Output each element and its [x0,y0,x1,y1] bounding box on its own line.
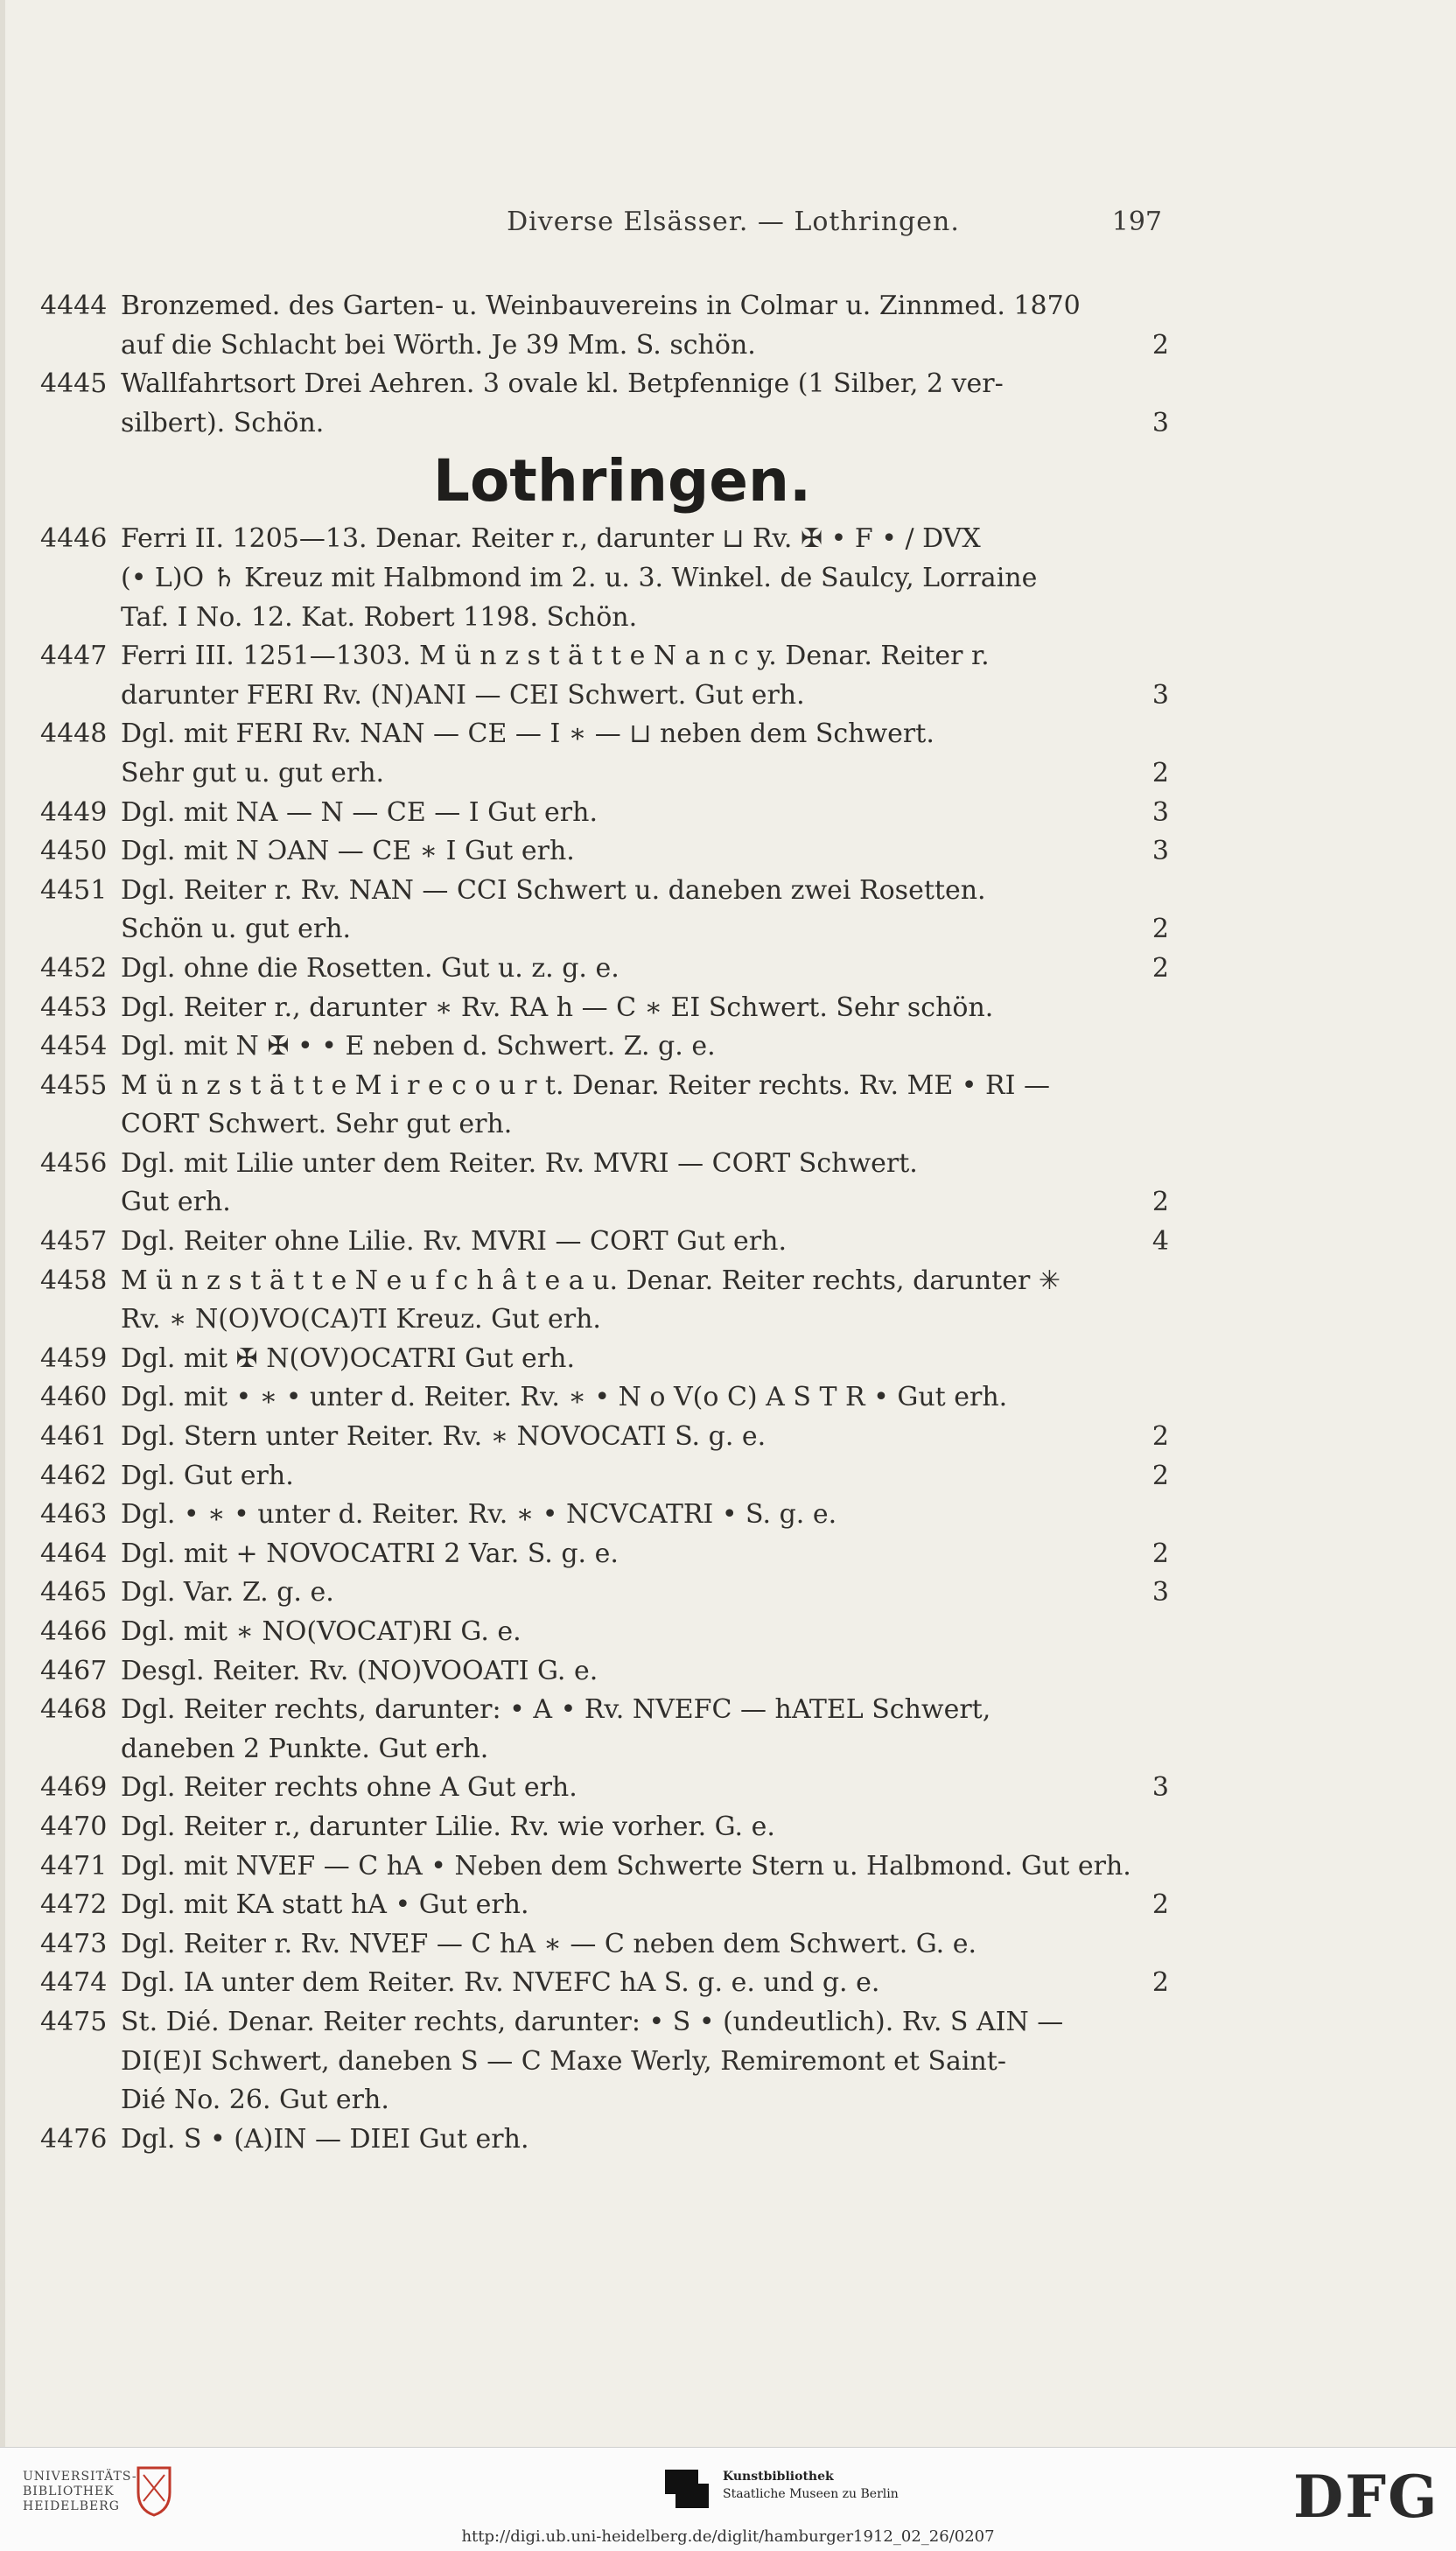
university-library-logo[interactable] [23,2470,137,2514]
estimate-value: 3 [1152,679,1169,711]
catalogue-entry [40,1496,1169,1535]
entry-line [40,1183,1169,1223]
entry-line [40,1340,1169,1379]
lot-number: 4459 [40,1342,108,1374]
lot-number: 4474 [40,1967,108,1999]
entry-line [40,832,1169,872]
entry-text: Dgl. • ∗ • unter d. Reiter. Rv. ∗ • NCVCATRI • S. g. e. [121,1499,837,1531]
entry-text: Dgl. mit N ƆAN — CE ∗ I Gut erh. [121,836,575,867]
entry-text: daneben 2 Punkte. Gut erh. [121,1733,489,1764]
lot-number: 4472 [40,1889,108,1921]
lot-number: 4460 [40,1382,108,1413]
entry-text: Ferri II. 1205—13. Denar. Reiter r., darunter ⊔ Rv. ✠ • F • / DVX [121,523,981,555]
entry-line [40,404,1169,444]
entry-line [40,754,1169,794]
catalogue-entry [40,287,1169,365]
entry-line [40,676,1169,716]
lot-number: 4448 [40,718,108,750]
lot-number: 4464 [40,1538,108,1569]
kunstbibliothek-subtitle: Staatliche Museen zu Berlin [723,2487,899,2501]
catalogue-entry [40,1535,1169,1574]
catalogue-entry [40,1027,1169,1067]
catalogue-entry [40,794,1169,833]
entry-line [40,1886,1169,1925]
entry-text: St. Dié. Denar. Reiter rechts, darunter: • S • (undeutlich). Rv. S AIN — [121,2006,1064,2037]
catalogue-entry [40,1223,1169,1262]
entry-line [40,1691,1169,1730]
estimate-value: 2 [1152,1460,1169,1491]
entry-text: Dgl. mit KA statt hA • Gut erh. [121,1889,529,1921]
estimate-value: 2 [1152,329,1169,361]
entry-text: DI(E)I Schwert, daneben S — C Maxe Werly, Remiremont et Saint- [121,2045,1006,2077]
estimate-value: 2 [1152,914,1169,945]
entry-line [40,950,1169,989]
lot-number: 4468 [40,1694,108,1726]
lot-number: 4467 [40,1655,108,1686]
estimate-value: 2 [1152,757,1169,788]
estimate-value: 2 [1152,1538,1169,1569]
estimate-value: 2 [1152,1187,1169,1218]
entry-text: Dgl. mit Lilie unter dem Reiter. Rv. MVRI — CORT Schwert. [121,1147,918,1179]
lot-number: 4446 [40,523,108,555]
entry-text: Wallfahrtsort Drei Aehren. 3 ovale kl. Betpfennige (1 Silber, 2 ver- [121,368,1004,400]
kunstbibliothek-title: Kunstbibliothek [723,2470,834,2484]
entry-text: Dié No. 26. Gut erh. [121,2085,389,2116]
entry-text: Taf. I No. 12. Kat. Robert 1198. Schön. [121,601,638,633]
university-logo-line: HEIDELBERG [23,2499,120,2513]
lot-number: 4476 [40,2123,108,2155]
entry-text: Schön u. gut erh. [121,914,352,945]
entry-line [40,365,1169,404]
catalogue-entry [40,1145,1169,1223]
catalogue-entry [40,1378,1169,1418]
entry-text: Ferri III. 1251—1303. M ü n z s t ä t t e N a n c y. Denar. Reiter r. [121,641,990,672]
dfg-logo[interactable]: DFG [1293,2463,1439,2531]
university-logo-line: BIBLIOTHEK [23,2484,115,2498]
catalogue-entry [40,637,1169,715]
entry-text: Rv. ∗ N(O)VO(CA)TI Kreuz. Gut erh. [121,1304,601,1335]
entry-text: Dgl. mit + NOVOCATRI 2 Var. S. g. e. [121,1538,619,1569]
entry-line [40,715,1169,754]
estimate-value: 2 [1152,1421,1169,1453]
lot-number: 4452 [40,952,108,984]
entry-text: Dgl. Reiter r., darunter Lilie. Rv. wie vorher. G. e. [121,1811,775,1842]
estimate-value: 2 [1152,952,1169,984]
running-head-title: Diverse Elsässer. — Lothringen. [507,207,960,237]
entry-text: Dgl. ohne die Rosetten. Gut u. z. g. e. [121,952,620,984]
lot-number: 4456 [40,1147,108,1179]
running-head [5,207,1456,250]
entry-text: Bronzemed. des Garten- u. Weinbauvereins in Colmar u. Zinnmed. 1870 [121,291,1081,321]
entry-line [40,2081,1169,2120]
catalogue-entry [40,1808,1169,1847]
entry-line [40,637,1169,676]
lot-number: 4445 [40,368,108,400]
entry-text: Dgl. mit ∗ NO(VOCAT)RI G. e. [121,1616,522,1647]
entry-text: Desgl. Reiter. Rv. (NO)VOOATI G. e. [121,1655,598,1686]
lot-number: 4461 [40,1421,108,1453]
entry-line [40,872,1169,911]
entry-line [40,1262,1169,1301]
catalogue-entry [40,1418,1169,1457]
catalogue-entry [40,1340,1169,1379]
source-url[interactable]: http://digi.ub.uni-heidelberg.de/diglit/hamburger1912_02_26/0207 [461,2527,995,2546]
entry-text: M ü n z s t ä t t e M i r e c o u r t. Denar. Reiter rechts. Rv. ME • RI — [121,1069,1050,1101]
entry-line [40,559,1169,599]
entries-after-heading [40,520,1169,2159]
lot-number: 4470 [40,1811,108,1842]
estimate-value: 2 [1152,1889,1169,1921]
entry-line [40,1496,1169,1535]
entry-line [40,910,1169,950]
entry-text: Dgl. Reiter r. Rv. NVEF — C hA ∗ — C neben dem Schwert. G. e. [121,1928,977,1959]
lot-number: 4444 [40,291,108,321]
entry-text: Dgl. mit N ✠ • • E neben d. Schwert. Z. g. e. [121,1031,716,1062]
entry-line [40,1652,1169,1692]
lot-number: 4450 [40,836,108,867]
entry-line [40,794,1169,833]
catalogue-entry [40,365,1169,443]
lot-number: 4454 [40,1031,108,1062]
estimate-value: 3 [1152,1577,1169,1608]
catalogue-entries [40,287,1169,2159]
catalogue-entry [40,1769,1169,1808]
catalogue-entry [40,1925,1169,1965]
entry-text: Dgl. Reiter r., darunter ∗ Rv. RA h — C ∗ EI Schwert. Sehr schön. [121,992,994,1023]
entry-text: Dgl. mit ✠ N(OV)OCATRI Gut erh. [121,1342,576,1374]
entry-line [40,2120,1169,2160]
entry-text: Sehr gut u. gut erh. [121,757,385,788]
entry-text: Dgl. Reiter rechts ohne A Gut erh. [121,1772,578,1804]
entry-text: Dgl. mit NA — N — CE — I Gut erh. [121,796,598,828]
estimate-value: 3 [1152,1772,1169,1804]
entry-text: Dgl. Stern unter Reiter. Rv. ∗ NOVOCATI S. g. e. [121,1421,766,1453]
catalogue-entry [40,1964,1169,2003]
estimate-value: 3 [1152,407,1169,438]
page-number: 197 [1111,207,1162,237]
entry-line [40,2043,1169,2082]
entry-line [40,287,1169,326]
entry-line [40,599,1169,638]
catalogue-entry [40,832,1169,872]
lot-number: 4451 [40,874,108,906]
kunstbibliothek-label[interactable] [723,2468,899,2503]
entry-line [40,326,1169,366]
entry-line [40,1925,1169,1965]
section-heading: Lothringen. [432,447,812,515]
catalogue-entry [40,1691,1169,1769]
entry-line [40,1145,1169,1184]
entry-text: Dgl. S • (A)IN — DIEI Gut erh. [121,2123,529,2155]
entry-line [40,1067,1169,1106]
entry-text: CORT Schwert. Sehr gut erh. [121,1109,513,1140]
catalogue-entry [40,1457,1169,1496]
lot-number: 4462 [40,1460,108,1491]
entry-text: darunter FERI Rv. (N)ANI — CEI Schwert. Gut erh. [121,679,805,711]
lot-number: 4469 [40,1772,108,1804]
entry-line [40,989,1169,1028]
entry-line [40,1105,1169,1145]
entry-text: Dgl. mit NVEF — C hA • Neben dem Schwerte Stern u. Halbmond. Gut erh. [121,1850,1131,1882]
entry-text: Dgl. mit • ∗ • unter d. Reiter. Rv. ∗ • N o V(o C) A S T R • Gut erh. [121,1382,1008,1413]
entry-line [40,1378,1169,1418]
catalogue-entry [40,1262,1169,1340]
entry-text: silbert). Schön. [121,407,325,438]
entry-line [40,1769,1169,1808]
lot-number: 4463 [40,1499,108,1531]
catalogue-entry [40,2120,1169,2160]
catalogue-entry [40,715,1169,793]
lot-number: 4447 [40,641,108,672]
entry-text: M ü n z s t ä t t e N e u f c h â t e a u. Denar. Reiter rechts, darunter ✳ [121,1265,1061,1296]
university-crest-icon [131,2463,177,2519]
kunstbibliothek-logo-icon [663,2466,710,2512]
catalogue-entry [40,1067,1169,1145]
entry-line [40,1535,1169,1574]
entry-line [40,2003,1169,2043]
entries-before-heading [40,287,1169,443]
entry-line [40,1573,1169,1613]
lot-number: 4473 [40,1928,108,1959]
catalogue-entry [40,1573,1169,1613]
entry-text: Dgl. Var. Z. g. e. [121,1577,334,1608]
entry-line [40,1223,1169,1262]
entry-text: Dgl. Reiter rechts, darunter: • A • Rv. NVEFC — hATEL Schwert, [121,1694,991,1726]
entry-line [40,1613,1169,1652]
catalogue-entry [40,872,1169,950]
entry-text: auf die Schlacht bei Wörth. Je 39 Mm. S. schön. [121,329,756,361]
catalogue-entry [40,989,1169,1028]
lot-number: 4471 [40,1850,108,1882]
entry-line [40,1847,1169,1887]
catalogue-entry [40,520,1169,637]
estimate-value: 4 [1152,1226,1169,1258]
estimate-value: 3 [1152,796,1169,828]
lot-number: 4465 [40,1577,108,1608]
lot-number: 4455 [40,1069,108,1101]
entry-line [40,1027,1169,1067]
lot-number: 4466 [40,1616,108,1647]
estimate-value: 2 [1152,1967,1169,1999]
entry-text: Gut erh. [121,1187,231,1218]
lot-number: 4475 [40,2006,108,2037]
catalogue-entry [40,2003,1169,2120]
catalogue-entry [40,1652,1169,1692]
catalogue-entry [40,950,1169,989]
entry-line [40,1418,1169,1457]
entry-line [40,1808,1169,1847]
estimate-value: 3 [1152,836,1169,867]
entry-text: Dgl. Gut erh. [121,1460,294,1491]
lot-number: 4449 [40,796,108,828]
catalogue-entry [40,1886,1169,1925]
entry-line [40,1730,1169,1770]
entry-line [40,1457,1169,1496]
entry-text: Dgl. mit FERI Rv. NAN — CE — I ∗ — ⊔ neben dem Schwert. [121,718,934,750]
entry-text: Dgl. IA unter dem Reiter. Rv. NVEFC hA S. g. e. und g. e. [121,1967,880,1999]
lot-number: 4453 [40,992,108,1023]
entry-line [40,520,1169,559]
catalogue-entry [40,1847,1169,1887]
university-logo-line: UNIVERSITÄTS- [23,2470,137,2484]
lot-number: 4457 [40,1226,108,1258]
lot-number: 4458 [40,1265,108,1296]
entry-text: Dgl. Reiter r. Rv. NAN — CCI Schwert u. daneben zwei Rosetten. [121,874,986,906]
entry-line [40,1964,1169,2003]
entry-text: Dgl. Reiter ohne Lilie. Rv. MVRI — CORT Gut erh. [121,1226,788,1258]
entry-line [40,1300,1169,1340]
entry-text: (• L)O ♄ Kreuz mit Halbmond im 2. u. 3. Winkel. de Saulcy, Lorraine [121,562,1038,593]
catalogue-entry [40,1613,1169,1652]
